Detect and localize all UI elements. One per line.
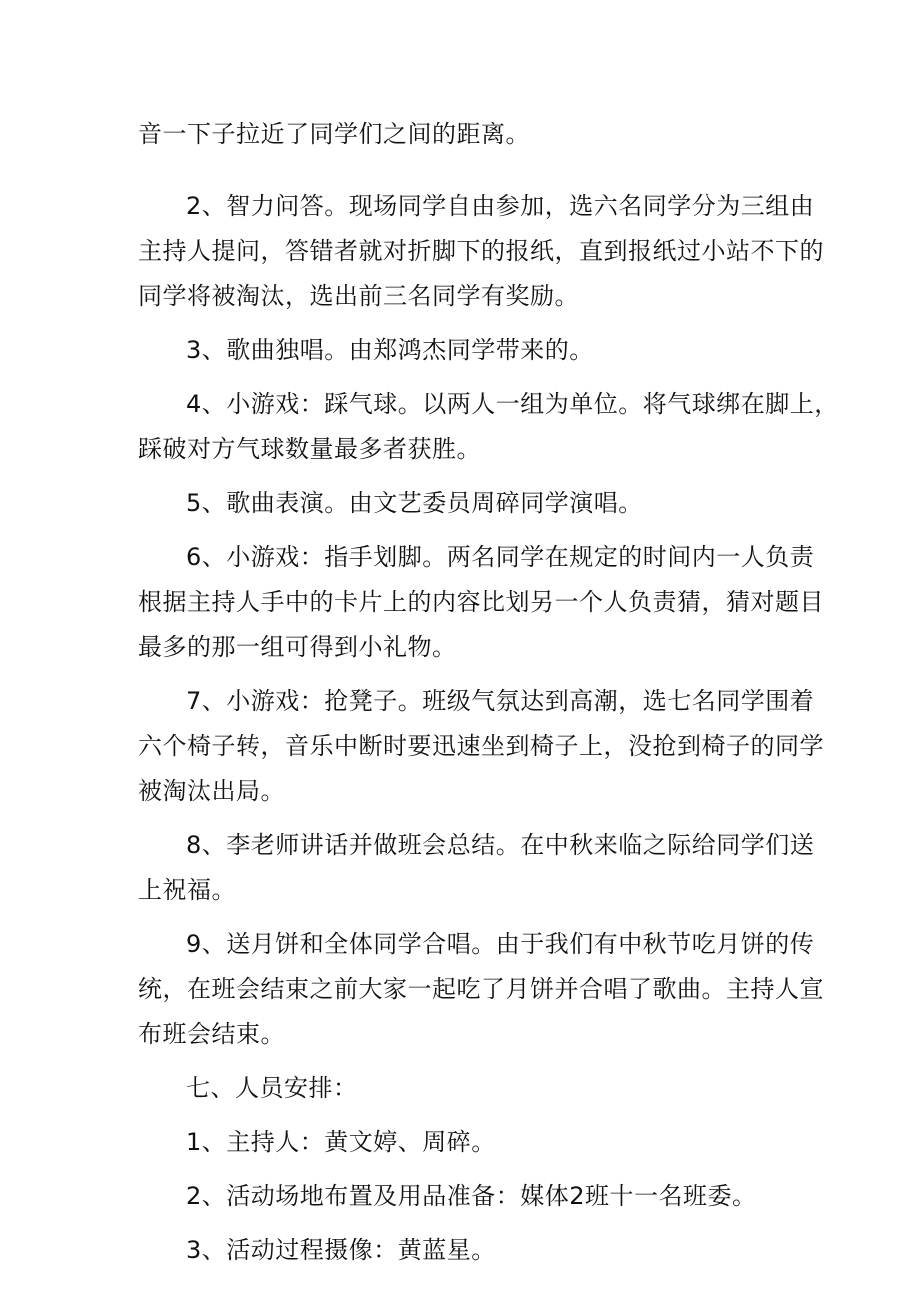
text-line: 布班会结束。 [138,1020,285,1048]
text-line: 主持人提问，答错者就对折脚下的报纸，直到报纸过小站不下的 [138,237,824,265]
text-line: 上祝福。 [138,876,236,904]
text-line: 最多的那一组可得到小礼物。 [138,633,457,661]
text-line: 7、小游戏：抢凳子。班级气氛达到高潮，选七名同学围着 [186,687,815,715]
text-line: 六个椅子转，音乐中断时要迅速坐到椅子上，没抢到椅子的同学 [138,732,824,760]
text-line: 根据主持人手中的卡片上的内容比划另一个人负责猜，猜对题目 [138,588,824,616]
text-line: 同学将被淘汰，选出前三名同学有奖励。 [138,282,579,310]
text-line: 踩破对方气球数量最多者获胜。 [138,435,481,463]
text-line: 5、歌曲表演。由文艺委员周碎同学演唱。 [186,489,643,517]
text-line: 3、歌曲独唱。由郑鸿杰同学带来的。 [186,336,594,364]
text-line: 1、主持人：黄文婷、周碎。 [186,1128,496,1156]
text-line: 4、小游戏：踩气球。以两人一组为单位。将气球绑在脚上， [186,390,839,418]
document-body [138,112,839,1273]
text-line: 2、活动场地布置及用品准备：媒体2班十一名班委。 [186,1182,757,1210]
text-line: 8、李老师讲话并做班会总结。在中秋来临之际给同学们送 [186,831,815,859]
text-line: 9、送月饼和全体同学合唱。由于我们有中秋节吃月饼的传 [186,930,815,958]
text-line: 3、活动过程摄像：黄蓝星。 [186,1236,496,1264]
text-line: 被淘汰出局。 [138,777,285,805]
text-line: 统，在班会结束之前大家一起吃了月饼并合唱了歌曲。主持人宣 [138,975,824,1003]
text-line: 音一下子拉近了同学们之间的距离。 [138,120,530,148]
text-line: 6、小游戏：指手划脚。两名同学在规定的时间内一人负责 [186,543,815,571]
text-line: 2、智力问答。现场同学自由参加，选六名同学分为三组由 [186,192,815,220]
section-heading: 七、人员安排： [186,1074,358,1102]
